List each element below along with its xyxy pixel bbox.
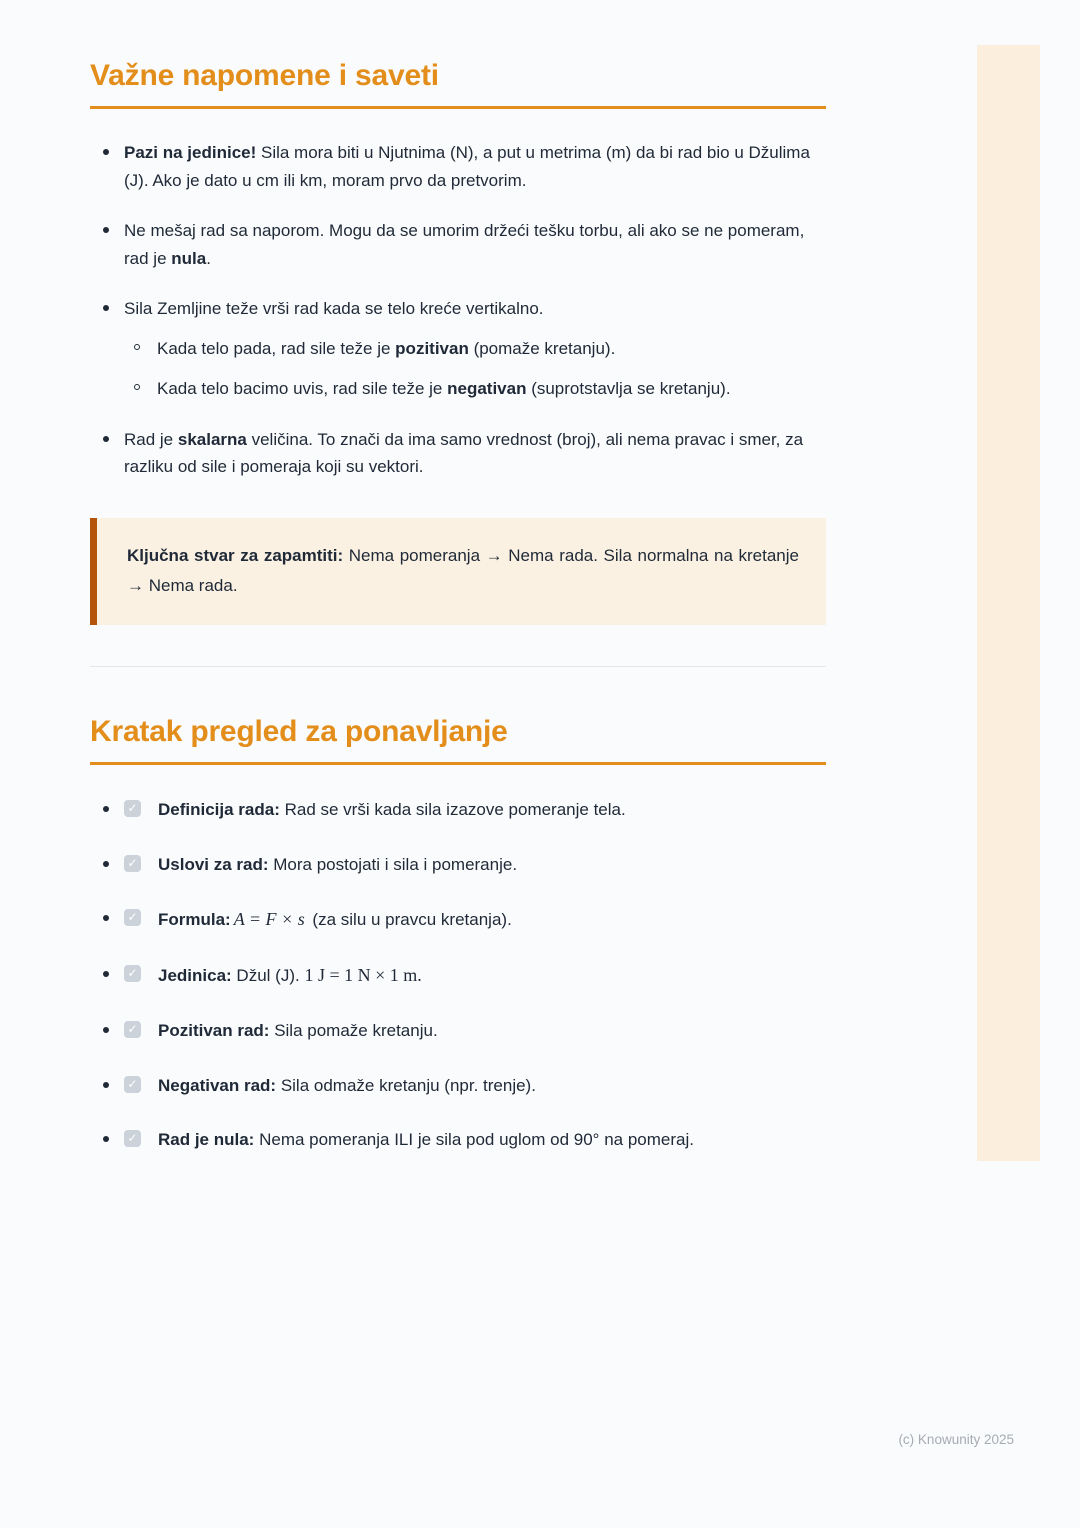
checklist-item	[90, 1126, 826, 1154]
note-bold: pozitivan	[395, 338, 469, 358]
checkbox-icon: ✓	[124, 800, 141, 817]
notes-list	[90, 139, 826, 481]
key-note-callout	[90, 518, 826, 625]
checklist-item	[90, 1072, 826, 1100]
note-post: (pomaže kretanju).	[468, 338, 616, 358]
check-text	[158, 800, 626, 819]
list-item	[90, 426, 826, 481]
bullet-icon	[103, 305, 109, 311]
section-title-notes: Važne napomene i saveti	[90, 59, 439, 92]
note-bold: Pazi na jedinice!	[124, 143, 257, 162]
sub-list	[124, 335, 826, 403]
bullet-icon	[103, 861, 109, 867]
bullet-icon	[103, 1027, 109, 1033]
check-label: Pozitivan rad:	[158, 1021, 270, 1041]
note-text	[124, 143, 810, 190]
check-text	[158, 910, 512, 929]
check-label: Jedinica:	[158, 966, 232, 986]
check-label: Negativan rad:	[158, 1075, 277, 1095]
callout-label: Ključna stvar za zapamtiti:	[127, 545, 344, 565]
note-text	[157, 339, 615, 358]
note-bold: nula	[171, 248, 207, 268]
note-pre: Kada telo pada, rad sile teže je	[157, 338, 396, 358]
title-underline	[90, 762, 826, 765]
bullet-icon	[103, 227, 109, 233]
note-pre: Kada telo bacimo uvis, rad sile teže je	[157, 379, 448, 399]
document-content	[90, 59, 826, 1181]
section-title-review: Kratak pregled za ponavljanje	[90, 714, 508, 748]
check-text	[158, 855, 517, 874]
note-pre: Rad je	[124, 429, 178, 449]
check-label: Formula:	[158, 910, 231, 930]
sub-list-item	[124, 335, 826, 363]
check-rest: Mora postojati i sila i pomeranje.	[268, 854, 518, 874]
note-text	[157, 379, 731, 398]
bullet-icon	[103, 149, 109, 155]
note-post: veličina. To znači da ima samo vrednost (broj), ali nema pravac i smer, za razliku od sile i pomeraja koji su vektori.	[124, 429, 804, 477]
check-text	[158, 1076, 536, 1095]
check-text	[158, 1130, 694, 1149]
checkbox-icon: ✓	[124, 855, 141, 872]
check-rest: Nema pomeranja ILI je sila pod uglom od 90° na pomeraj.	[254, 1130, 694, 1150]
check-label: Uslovi za rad:	[158, 854, 269, 874]
check-rest: (za silu u pravcu kretanja).	[307, 910, 512, 930]
note-text	[124, 221, 804, 268]
unit-math: 1 J = 1 N × 1 m.	[304, 965, 422, 986]
check-rest: Sila pomaže kretanju.	[269, 1021, 438, 1041]
check-text	[158, 1021, 438, 1040]
note-text: Sila Zemljine teže vrši rad kada se telo kreće vertikalno.	[124, 299, 544, 319]
check-label: Definicija rada:	[158, 799, 280, 819]
formula-math: A = F × s	[233, 909, 305, 930]
list-item	[90, 139, 826, 194]
checkbox-icon: ✓	[124, 1021, 141, 1038]
checkbox-icon: ✓	[124, 909, 141, 926]
note-post: (suprotstavlja se kretanju).	[526, 379, 731, 399]
note-bold: negativan	[447, 379, 527, 399]
bullet-icon	[103, 1136, 109, 1142]
side-accent-stripe	[977, 45, 1040, 1161]
note-post: .	[206, 248, 211, 268]
check-rest: Džul (J).	[231, 966, 305, 986]
review-section	[90, 715, 826, 765]
title-underline	[90, 106, 826, 109]
note-pre: Ne mešaj rad sa naporom. Mogu da se umorim držeći tešku torbu, ali ako se ne pomeram, rad je	[124, 221, 805, 268]
check-text	[158, 966, 422, 985]
bullet-icon	[103, 806, 109, 812]
copyright-text: (c) Knowunity 2025	[898, 1432, 1014, 1447]
sub-list-item	[124, 375, 826, 403]
list-item	[90, 295, 826, 403]
checklist-item	[90, 851, 826, 879]
checklist-item	[90, 905, 826, 934]
callout-body: Nema pomeranja → Nema rada. Sila normalna na kretanje → Nema rada.	[127, 545, 799, 596]
checkbox-icon: ✓	[124, 965, 141, 982]
note-bold: skalarna	[177, 429, 247, 449]
circle-bullet-icon	[134, 344, 140, 350]
checklist-item	[90, 961, 826, 990]
checkbox-icon: ✓	[124, 1130, 141, 1147]
check-rest: Rad se vrši kada sila izazove pomeranje tela.	[279, 799, 626, 819]
review-checklist	[90, 796, 826, 1154]
section-divider	[90, 666, 826, 667]
note-rest: Sila mora biti u Njutnima (N), a put u metrima (m) da bi rad bio u Džulima (J). Ako je dato u cm ili km, moram prvo da pretvorim.	[124, 143, 810, 190]
bullet-icon	[103, 915, 109, 921]
circle-bullet-icon	[134, 384, 140, 390]
check-rest: Sila odmaže kretanju (npr. trenje).	[276, 1075, 536, 1095]
checkbox-icon: ✓	[124, 1076, 141, 1093]
note-text	[124, 430, 803, 477]
bullet-icon	[103, 436, 109, 442]
checklist-item	[90, 1017, 826, 1045]
checklist-item	[90, 796, 826, 824]
check-label: Rad je nula:	[158, 1130, 255, 1150]
bullet-icon	[103, 1082, 109, 1088]
list-item	[90, 217, 826, 272]
callout-text	[127, 541, 799, 602]
bullet-icon	[103, 971, 109, 977]
